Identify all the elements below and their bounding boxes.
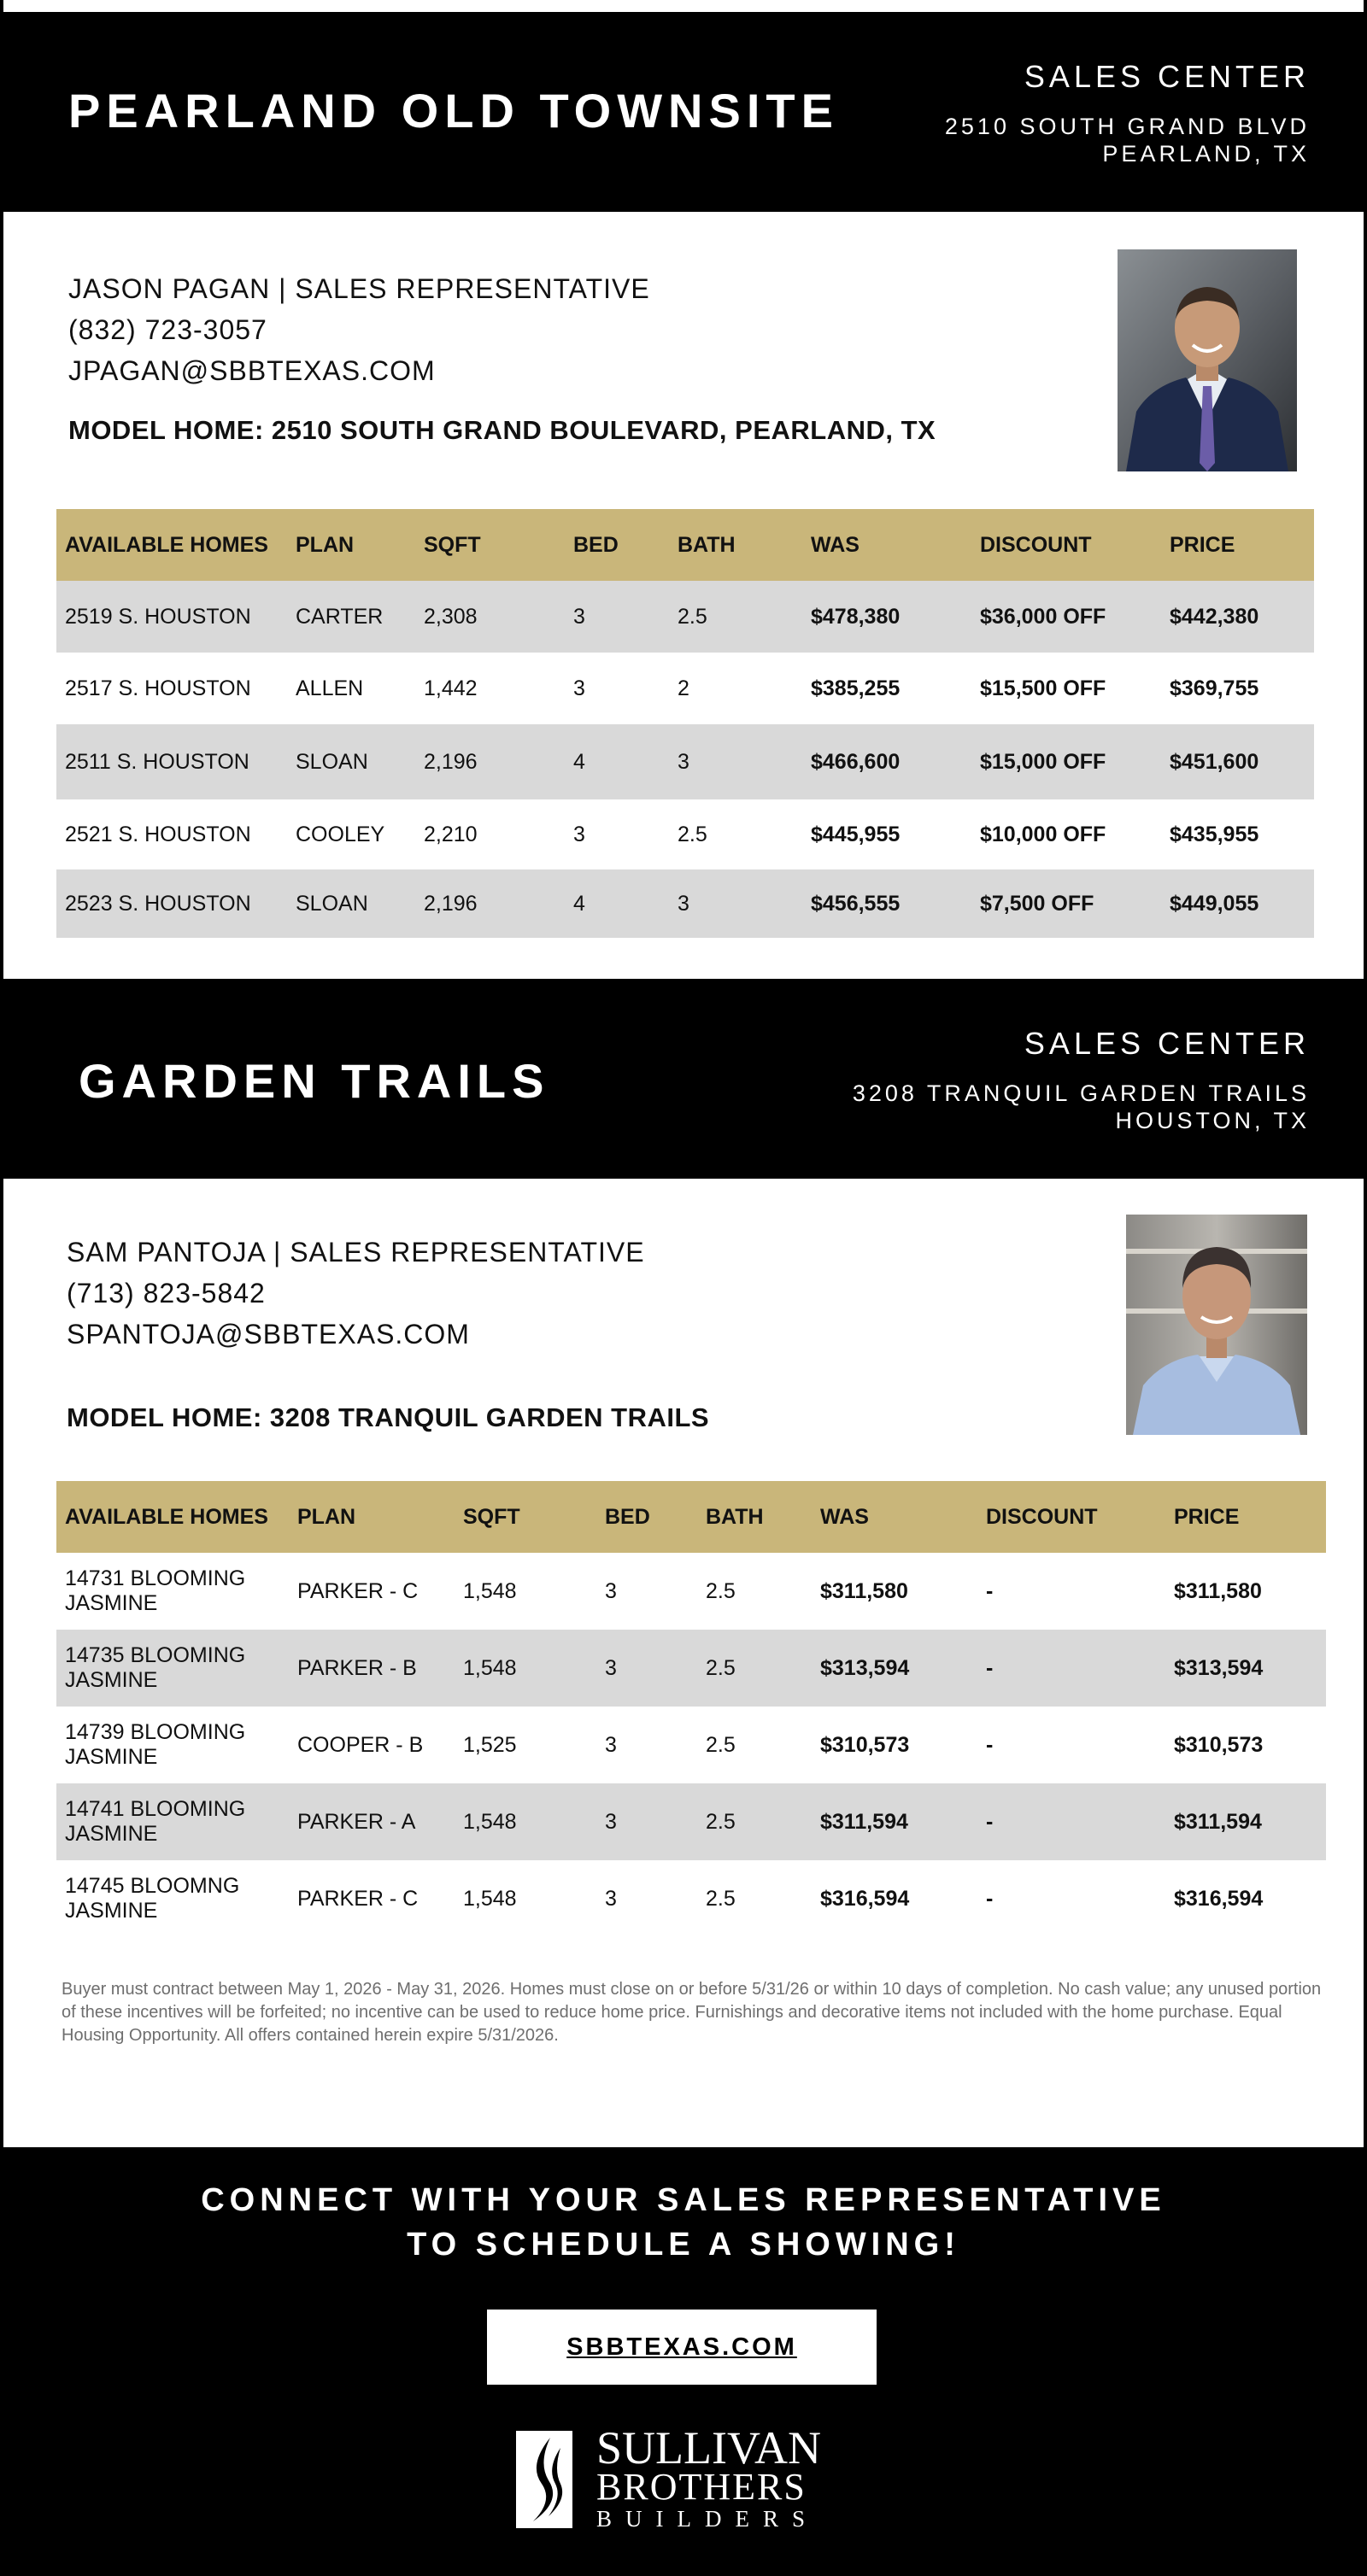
table-row[interactable] <box>56 653 1314 724</box>
cell-bath: 3 <box>669 724 802 799</box>
cell-bed: 3 <box>596 1630 697 1707</box>
column-header-discount: DISCOUNT <box>977 1481 1165 1553</box>
community2-model-home: MODEL HOME: 3208 TRANQUIL GARDEN TRAILS <box>67 1402 710 1432</box>
cell-address: 2523 S. HOUSTON <box>56 869 287 938</box>
cell-plan: COOPER - B <box>297 1732 424 1757</box>
cell-was: $466,600 <box>802 724 971 799</box>
sullivan-brothers-logo <box>516 2422 858 2532</box>
cell-address: 14739 BLOOMING JASMINE <box>65 1720 246 1769</box>
cell-was: $310,573 <box>820 1732 910 1757</box>
cell-bath: 2.5 <box>669 581 802 653</box>
table-row[interactable] <box>56 799 1314 869</box>
community1-rep-photo <box>1118 249 1297 471</box>
column-header-plan: PLAN <box>287 509 415 581</box>
column-header-bath: BATH <box>697 1481 812 1553</box>
cell-sqft: 1,442 <box>424 676 478 700</box>
cell-was: $311,580 <box>820 1578 908 1603</box>
table-header-row <box>56 509 1314 581</box>
cell-sqft: 2,196 <box>415 724 565 799</box>
column-header-plan: PLAN <box>289 1481 455 1553</box>
cell-was: $316,594 <box>820 1886 910 1911</box>
cell-address: 14731 BLOOMING JASMINE <box>65 1566 246 1615</box>
cell-bed: 3 <box>605 1732 617 1757</box>
community2-homes-table <box>56 1481 1326 1937</box>
logo-line2: BROTHERS <box>596 2466 807 2508</box>
table-row[interactable] <box>56 581 1314 653</box>
table-row[interactable] <box>56 1553 1326 1630</box>
cell-sqft: 2,308 <box>415 581 565 653</box>
cell-bed: 3 <box>605 1578 617 1603</box>
cell-plan: SLOAN <box>287 869 415 938</box>
cell-discount: $15,000 OFF <box>971 724 1161 799</box>
cell-price: $311,580 <box>1174 1578 1262 1603</box>
cell-bed: 3 <box>605 1886 617 1911</box>
column-header-price: PRICE <box>1165 1481 1326 1553</box>
cell-discount: - <box>986 1578 994 1603</box>
cell-bed: 4 <box>565 724 669 799</box>
community2-address-line1: 3208 TRANQUIL GARDEN TRAILS <box>852 1080 1310 1106</box>
column-header-bed: BED <box>596 1481 697 1553</box>
cell-plan: PARKER - A <box>289 1783 455 1860</box>
cell-bath: 2.5 <box>678 822 707 846</box>
community2-rep-line: SAM PANTOJA | SALES REPRESENTATIVE <box>67 1237 645 1268</box>
cell-was: $313,594 <box>812 1630 977 1707</box>
cell-bed: 3 <box>596 1783 697 1860</box>
cell-bed: 3 <box>573 676 585 700</box>
cell-discount: - <box>986 1886 994 1911</box>
cell-address: 2521 S. HOUSTON <box>65 822 251 846</box>
cell-address: 14741 BLOOMING JASMINE <box>56 1783 289 1860</box>
cell-discount: - <box>986 1732 994 1757</box>
cell-bath: 2 <box>678 676 689 700</box>
cell-discount: $7,500 OFF <box>971 869 1161 938</box>
cell-price: $451,600 <box>1161 724 1314 799</box>
cell-price: $442,380 <box>1161 581 1314 653</box>
table-row[interactable] <box>56 724 1314 799</box>
cell-was: $456,555 <box>802 869 971 938</box>
column-header-sqft: SQFT <box>415 509 565 581</box>
rep-portrait-icon <box>1118 249 1297 471</box>
cell-discount: - <box>977 1630 1165 1707</box>
cell-discount: $10,000 OFF <box>980 822 1106 846</box>
cell-plan: CARTER <box>287 581 415 653</box>
cell-was: $311,594 <box>812 1783 977 1860</box>
cell-price: $449,055 <box>1161 869 1314 938</box>
community2-rep-info <box>67 1232 645 1355</box>
community1-model-home: MODEL HOME: 2510 SOUTH GRAND BOULEVARD, PEARLAND, TX <box>68 415 936 445</box>
cell-price: $316,594 <box>1174 1886 1264 1911</box>
community1-homes-table <box>56 509 1314 938</box>
column-header-bath: BATH <box>669 509 802 581</box>
community2-rep-phone[interactable]: (713) 823-5842 <box>67 1278 266 1308</box>
community1-header-band <box>3 12 1364 212</box>
community1-address-line1: 2510 SOUTH GRAND BLVD <box>944 114 1310 139</box>
community1-sales-center-title: SALES CENTER <box>1024 59 1310 94</box>
column-header-available-homes: AVAILABLE HOMES <box>56 1481 289 1553</box>
top-strip <box>3 0 1364 12</box>
community2-rep-email[interactable]: SPANTOJA@SBBTEXAS.COM <box>67 1319 470 1349</box>
cell-sqft: 1,525 <box>463 1732 517 1757</box>
cell-address: 14745 BLOOMNG JASMINE <box>65 1874 240 1923</box>
cell-sqft: 1,548 <box>463 1578 517 1603</box>
cell-bath: 2.5 <box>697 1630 812 1707</box>
community1-rep-line: JASON PAGAN | SALES REPRESENTATIVE <box>68 273 650 304</box>
cell-bath: 2.5 <box>706 1732 736 1757</box>
table-row[interactable] <box>56 1630 1326 1707</box>
cell-bath: 2.5 <box>706 1886 736 1911</box>
cell-bed: 3 <box>573 822 585 846</box>
cell-address: 14735 BLOOMING JASMINE <box>56 1630 289 1707</box>
cell-discount: - <box>977 1783 1165 1860</box>
table-header-row <box>56 1481 1326 1553</box>
cell-bed: 3 <box>565 581 669 653</box>
cell-discount: $15,500 OFF <box>980 676 1106 700</box>
cell-bath: 2.5 <box>706 1578 736 1603</box>
column-header-discount: DISCOUNT <box>971 509 1161 581</box>
community1-rep-email[interactable]: JPAGAN@SBBTEXAS.COM <box>68 355 436 386</box>
cell-plan: SLOAN <box>287 724 415 799</box>
cell-price: $311,594 <box>1165 1783 1326 1860</box>
logo-mark-icon <box>516 2431 572 2528</box>
community2-sales-center-title: SALES CENTER <box>1024 1026 1310 1061</box>
column-header-was: WAS <box>802 509 971 581</box>
community1-sales-center-address <box>945 113 1310 167</box>
logo-line3: BUILDERS <box>596 2506 819 2532</box>
flyer-page <box>3 0 1364 2576</box>
community2-header-band <box>3 979 1364 1179</box>
column-header-was: WAS <box>812 1481 977 1553</box>
cell-plan: ALLEN <box>296 676 364 700</box>
cell-plan: COOLEY <box>296 822 385 846</box>
cell-sqft: 2,196 <box>415 869 565 938</box>
cell-was: $385,255 <box>811 676 901 700</box>
cell-address: 2519 S. HOUSTON <box>56 581 287 653</box>
cell-address: 2517 S. HOUSTON <box>65 676 251 700</box>
community2-rep-photo <box>1126 1215 1307 1435</box>
column-header-available-homes: AVAILABLE HOMES <box>56 509 287 581</box>
community2-address-line2: HOUSTON, TX <box>1115 1108 1310 1133</box>
column-header-sqft: SQFT <box>455 1481 596 1553</box>
cell-was: $478,380 <box>802 581 971 653</box>
community2-sales-center-address <box>853 1080 1310 1134</box>
cell-address: 2511 S. HOUSTON <box>56 724 287 799</box>
cell-price: $435,955 <box>1170 822 1259 846</box>
cell-plan: PARKER - B <box>289 1630 455 1707</box>
cta-line1: CONNECT WITH YOUR SALES REPRESENTATIVE <box>201 2182 1166 2218</box>
cell-plan: PARKER - C <box>297 1886 419 1911</box>
cell-price: $313,594 <box>1165 1630 1326 1707</box>
cell-bath: 2.5 <box>697 1783 812 1860</box>
cta-heading <box>3 2178 1364 2267</box>
column-header-bed: BED <box>565 509 669 581</box>
cell-bed: 4 <box>565 869 669 938</box>
cell-sqft: 1,548 <box>455 1630 596 1707</box>
community1-name: PEARLAND OLD TOWNSITE <box>68 84 839 138</box>
cell-sqft: 2,210 <box>424 822 478 846</box>
logo-line1: SULLIVAN <box>596 2422 822 2474</box>
rep-portrait-icon <box>1126 1215 1307 1435</box>
community1-rep-phone[interactable]: (832) 723-3057 <box>68 314 267 345</box>
cell-discount: $36,000 OFF <box>971 581 1161 653</box>
cell-price: $310,573 <box>1174 1732 1264 1757</box>
website-link-button[interactable]: SBBTEXAS.COM <box>487 2310 877 2385</box>
table-row[interactable] <box>56 1783 1326 1860</box>
cell-price: $369,755 <box>1170 676 1259 700</box>
community1-address-line2: PEARLAND, TX <box>1102 141 1310 167</box>
table-row[interactable] <box>56 1707 1326 1783</box>
cell-plan: PARKER - C <box>297 1578 419 1603</box>
table-row[interactable] <box>56 1860 1326 1937</box>
cell-was: $445,955 <box>811 822 901 846</box>
community2-name: GARDEN TRAILS <box>79 1054 550 1108</box>
table-row[interactable] <box>56 869 1314 938</box>
cell-bath: 3 <box>669 869 802 938</box>
column-header-price: PRICE <box>1161 509 1314 581</box>
cell-sqft: 1,548 <box>463 1886 517 1911</box>
disclaimer-text: Buyer must contract between May 1, 2026 - May 31, 2026. Homes must close on or before 5/31/26 or within 10 days of completion. No cash value; any unused portion of these incentives will be forfeited; no incentive can be used to reduce home price. Furnishings and decorative items not included with the home purchase. Equal Housing Opportunity. All offers contained herein expire 5/31/2026. <box>62 1980 1322 2045</box>
cell-sqft: 1,548 <box>455 1783 596 1860</box>
cta-line2: TO SCHEDULE A SHOWING! <box>407 2227 960 2263</box>
community1-rep-info <box>68 268 650 391</box>
